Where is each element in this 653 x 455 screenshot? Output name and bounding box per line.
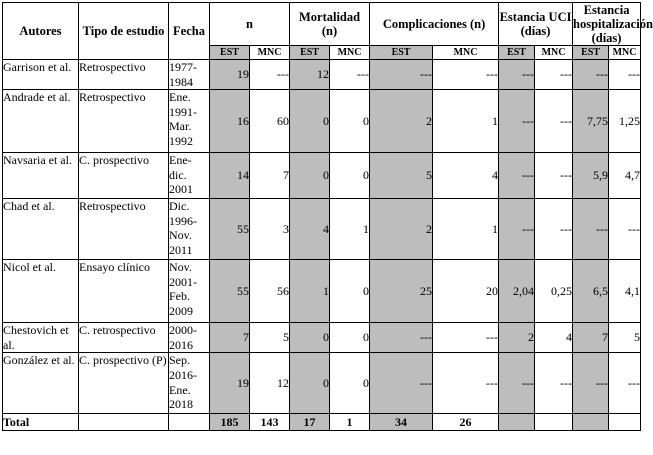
cell-hosp-mnc: --- [609, 353, 641, 414]
cell-n-mnc: 3 [250, 199, 290, 260]
cell-fecha: Ene-dic. 2001 [169, 153, 210, 199]
cell-tipo: Retrospectivo [79, 199, 169, 260]
cell-n-est: 55 [210, 260, 250, 323]
cell-hosp-mnc: 1,25 [609, 90, 641, 153]
cell-fecha: Nov. 2001-Feb. 2009 [169, 260, 210, 323]
cell-comp-mnc: --- [433, 353, 499, 414]
subheader-est: EST [573, 46, 609, 60]
total-empty-cell [79, 414, 169, 431]
cell-uci-est: 2,04 [499, 260, 535, 323]
cell-fecha: Sep. 2016-Ene. 2018 [169, 353, 210, 414]
cell-tipo: Retrospectivo [79, 90, 169, 153]
total-empty-cell [609, 414, 641, 431]
cell-comp-est: --- [370, 60, 433, 90]
header-n: n [210, 3, 290, 46]
cell-n-mnc: 56 [250, 260, 290, 323]
cell-hosp-mnc: 4,1 [609, 260, 641, 323]
cell-mort-est: 0 [290, 90, 330, 153]
subheader-est: EST [370, 46, 433, 60]
cell-comp-est: --- [370, 323, 433, 353]
cell-mort-est: 0 [290, 353, 330, 414]
cell-uci-est: 2 [499, 323, 535, 353]
cell-hosp-mnc: --- [609, 60, 641, 90]
cell-n-est: 14 [210, 153, 250, 199]
total-comp-mnc: 26 [433, 414, 499, 431]
cell-n-est: 19 [210, 60, 250, 90]
total-n-est: 185 [210, 414, 250, 431]
cell-fecha: 1977-1984 [169, 60, 210, 90]
cell-uci-est: --- [499, 199, 535, 260]
cell-hosp-mnc: 5 [609, 323, 641, 353]
cell-hosp-est: 5,9 [573, 153, 609, 199]
cell-comp-est: 2 [370, 90, 433, 153]
total-empty-cell [499, 414, 535, 431]
cell-hosp-est: 6,5 [573, 260, 609, 323]
cell-comp-est: 5 [370, 153, 433, 199]
cell-uci-mnc: --- [535, 153, 573, 199]
subheader-est: EST [210, 46, 250, 60]
subheader-est: EST [499, 46, 535, 60]
table-row [3, 199, 641, 260]
cell-n-mnc: 60 [250, 90, 290, 153]
cell-mort-mnc: 0 [330, 353, 370, 414]
cell-uci-est: --- [499, 353, 535, 414]
cell-mort-est: 12 [290, 60, 330, 90]
subheader-mnc: MNC [250, 46, 290, 60]
cell-mort-mnc: 0 [330, 260, 370, 323]
subheader-mnc: MNC [330, 46, 370, 60]
total-empty-cell [535, 414, 573, 431]
cell-autores: Navsaria et al. [3, 153, 79, 199]
cell-n-mnc: 7 [250, 153, 290, 199]
cell-n-est: 16 [210, 90, 250, 153]
table-row [3, 90, 641, 153]
header-complicaciones: Complicaciones (n) [370, 3, 499, 46]
cell-uci-mnc: --- [535, 90, 573, 153]
subheader-mnc: MNC [609, 46, 641, 60]
cell-comp-mnc: --- [433, 60, 499, 90]
cell-mort-est: 4 [290, 199, 330, 260]
cell-hosp-est: 7 [573, 323, 609, 353]
cell-comp-mnc: 1 [433, 90, 499, 153]
total-comp-est: 34 [370, 414, 433, 431]
header-fecha: Fecha [169, 3, 210, 60]
cell-tipo: Ensayo clínico [79, 260, 169, 323]
cell-mort-mnc: 1 [330, 199, 370, 260]
cell-hosp-mnc: --- [609, 199, 641, 260]
cell-uci-mnc: --- [535, 353, 573, 414]
cell-comp-est: 25 [370, 260, 433, 323]
cell-autores: Garrison et al. [3, 60, 79, 90]
cell-mort-est: 1 [290, 260, 330, 323]
cell-mort-est: 0 [290, 323, 330, 353]
cell-mort-mnc: 0 [330, 90, 370, 153]
table-row [3, 153, 641, 199]
header-estancia-uci: Estancia UCI (días) [499, 3, 573, 46]
studies-table [2, 2, 653, 431]
cell-tipo: Retrospectivo [79, 60, 169, 90]
cell-comp-mnc: 20 [433, 260, 499, 323]
total-empty-cell [169, 414, 210, 431]
cell-uci-mnc: 4 [535, 323, 573, 353]
cell-comp-mnc: 4 [433, 153, 499, 199]
cell-mort-mnc: --- [330, 60, 370, 90]
cell-autores: Chestovich et al. [3, 323, 79, 353]
cell-uci-mnc: --- [535, 199, 573, 260]
cell-n-est: 19 [210, 353, 250, 414]
header-row [3, 3, 641, 46]
cell-n-est: 55 [210, 199, 250, 260]
subheader-est: EST [290, 46, 330, 60]
total-n-mnc: 143 [250, 414, 290, 431]
cell-uci-est: --- [499, 153, 535, 199]
table-row [3, 260, 641, 323]
total-label: Total [3, 414, 79, 431]
table-row [3, 353, 641, 414]
cell-comp-mnc: --- [433, 323, 499, 353]
total-mort-mnc: 1 [330, 414, 370, 431]
subheader-mnc: MNC [535, 46, 573, 60]
cell-tipo: C. prospectivo [79, 153, 169, 199]
cell-mort-est: 0 [290, 153, 330, 199]
cell-autores: Chad et al. [3, 199, 79, 260]
cell-autores: Nicol et al. [3, 260, 79, 323]
total-mort-est: 17 [290, 414, 330, 431]
cell-comp-est: 2 [370, 199, 433, 260]
header-autores: Autores [3, 3, 79, 60]
cell-fecha: 2000-2016 [169, 323, 210, 353]
header-tipo-estudio: Tipo de estudio [79, 3, 169, 60]
cell-n-est: 7 [210, 323, 250, 353]
cell-tipo: C. retrospectivo [79, 323, 169, 353]
cell-n-mnc: --- [250, 60, 290, 90]
cell-uci-est: --- [499, 90, 535, 153]
cell-comp-est: --- [370, 353, 433, 414]
cell-fecha: Ene. 1991-Mar. 1992 [169, 90, 210, 153]
cell-hosp-est: 7,75 [573, 90, 609, 153]
cell-uci-mnc: --- [535, 60, 573, 90]
cell-mort-mnc: 0 [330, 153, 370, 199]
cell-uci-mnc: 0,25 [535, 260, 573, 323]
header-mortalidad: Mortalidad (n) [290, 3, 370, 46]
cell-hosp-est: --- [573, 353, 609, 414]
cell-autores: Andrade et al. [3, 90, 79, 153]
cell-fecha: Dic. 1996-Nov. 2011 [169, 199, 210, 260]
cell-autores: González et al. [3, 353, 79, 414]
cell-mort-mnc: 0 [330, 323, 370, 353]
total-row [3, 414, 641, 431]
total-empty-cell [573, 414, 609, 431]
header-estancia-hospitalizacion: Estancia hospitalización (días) [573, 3, 653, 45]
table-row [3, 323, 641, 353]
cell-hosp-mnc: 4,7 [609, 153, 641, 199]
cell-comp-mnc: 1 [433, 199, 499, 260]
cell-tipo: C. prospectivo (P) [79, 353, 169, 414]
cell-uci-est: --- [499, 60, 535, 90]
cell-hosp-est: --- [573, 60, 609, 90]
cell-n-mnc: 5 [250, 323, 290, 353]
subheader-mnc: MNC [433, 46, 499, 60]
table-row [3, 60, 641, 90]
cell-n-mnc: 12 [250, 353, 290, 414]
cell-hosp-est: --- [573, 199, 609, 260]
